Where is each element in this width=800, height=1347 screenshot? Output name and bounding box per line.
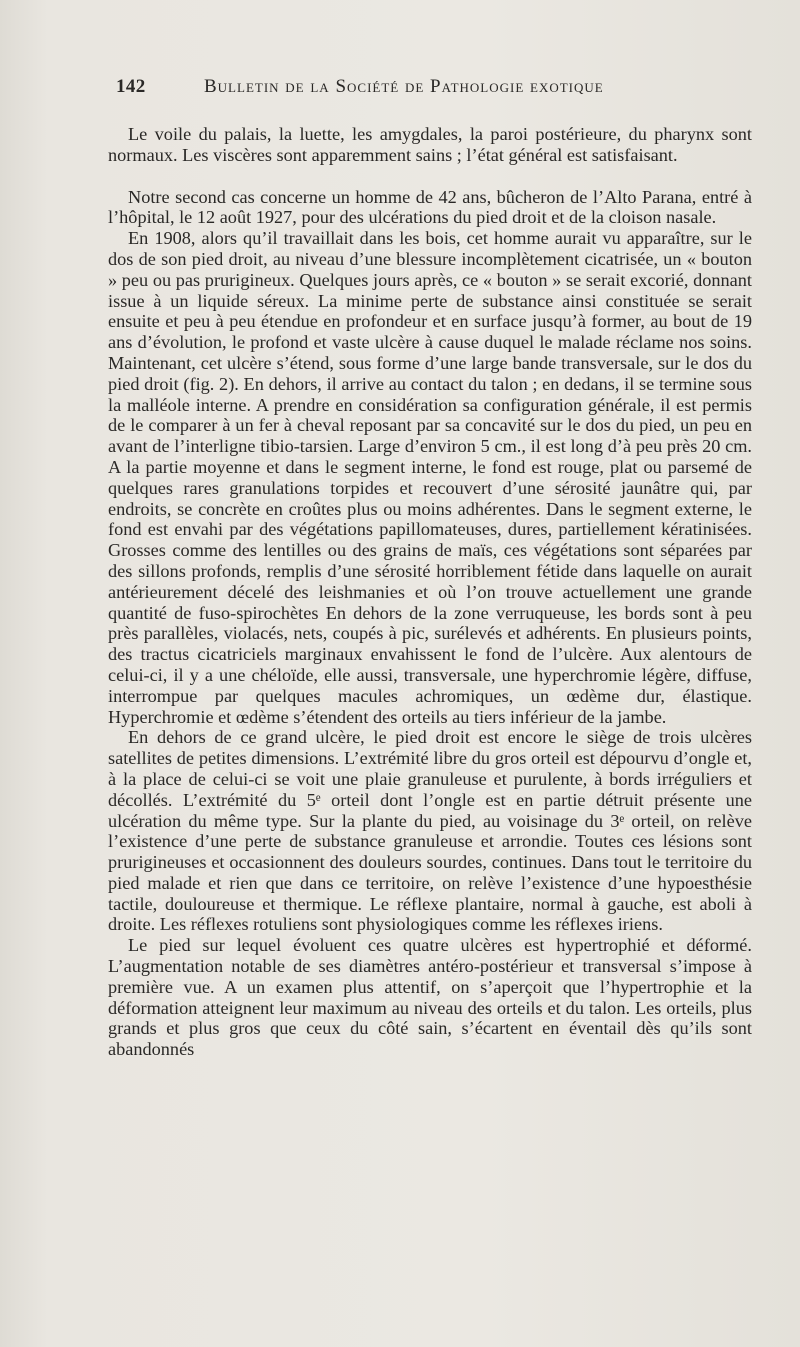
- paragraph: En dehors de ce grand ulcère, le pied droit est encore le siège de trois ulcères satellites de petites dimensions. L’extrémité libre du gros orteil est dépourvu d’ongle et, à la place de celui-ci se voit une plaie granuleuse et purulente, à bords irréguliers et décollés. L’extrémité du 5ᵉ orteil dont l’ongle est en partie détruit présente une ulcération du même type. Sur la plante du pied, au voisinage du 3ᵉ orteil, on relève l’existence d’une perte de substance granuleuse et arrondie. Toutes ces lésions sont prurigineuses et occasionnent des douleurs sourdes, continues. Dans tout le territoire du pied malade et rien que dans ce territoire, on relève l’existence d’une hypoesthésie tactile, douloureuse et thermique. Le réflexe plantaire, normal à gauche, est aboli à droite. Les réflexes rotuliens sont physiologiques comme les réflexes iriens.: [108, 727, 752, 935]
- journal-title: Bulletin de la Société de Pathologie exotique: [204, 76, 604, 97]
- paragraph: En 1908, alors qu’il travaillait dans les bois, cet homme aurait vu apparaître, sur le dos de son pied droit, au niveau d’une blessure incomplètement cicatrisée, un « bouton » peu ou pas prurigineux. Quelques jours après, ce « bouton » se serait excorié, donnant issue à un liquide séreux. La minime perte de substance ainsi constituée se serait ensuite et peu à peu étendue en profondeur et en surface jusqu’à former, au bout de 19 ans d’évolution, le profond et vaste ulcère à cause duquel le malade réclame nos soins. Maintenant, cet ulcère s’étend, sous forme d’une large bande transversale, sur le dos du pied droit (fig. 2). En dehors, il arrive au contact du talon ; en dedans, il se termine sous la malléole interne. A prendre en considération sa configuration générale, il est permis de le comparer à un fer à cheval reposant par sa concavité sur le dos du pied, un peu en avant de l’interligne tibio-tarsien. Large d’environ 5 cm., il est long d’à peu près 20 cm. A la partie moyenne et dans le segment interne, le fond est rouge, plat ou parsemé de quelques rares granulations torpides et recouvert d’une sérosité jaunâtre qui, par endroits, se concrète en croûtes plus ou moins adhérentes. Dans le segment externe, le fond est envahi par des végétations papillomateuses, dures, partiellement kératinisées. Grosses comme des lentilles ou des grains de maïs, ces végétations sont séparées par des sillons profonds, remplis d’une sérosité horriblement fétide dans laquelle on aurait antérieurement décelé des leishmanies et où l’on trouve actuellement une grande quantité de fuso-spirochètes En dehors de la zone verruqueuse, les bords sont à peu près parallèles, violacés, nets, coupés à pic, surélevés et adhérents. En plusieurs points, des tractus cicatriciels marginaux envahissent le fond de l’ulcère. Aux alentours de celui-ci, il y a une chéloïde, elle aussi, transversale, une hyperchromie légère, diffuse, interrompue par quelques macules achromiques, un œdème dur, élastique. Hyperchromie et œdème s’étendent des orteils au tiers inférieur de la jambe.: [108, 228, 752, 727]
- running-header: [116, 76, 766, 102]
- paragraph: Le pied sur lequel évoluent ces quatre ulcères est hypertrophié et déformé. L’augmentation notable de ses diamètres antéro-postérieur et transversal s’impose à première vue. A un examen plus attentif, on s’aperçoit que l’hypertrophie et la déformation atteignent leur maximum au niveau des orteils et du talon. Les orteils, plus grands et plus gros que ceux du côté sain, s’écartent en éventail dès qu’ils sont abandonnés: [108, 935, 752, 1060]
- paragraph: Le voile du palais, la luette, les amygdales, la paroi postérieure, du pharynx sont normaux. Les viscères sont apparemment sains ; l’état général est satisfaisant.: [108, 124, 752, 165]
- body-text: [108, 124, 752, 1060]
- page-number: 142: [116, 76, 146, 97]
- paragraph: Notre second cas concerne un homme de 42 ans, bûcheron de l’Alto Parana, entré à l’hôpital, le 12 août 1927, pour des ulcérations du pied droit et de la cloison nasale.: [108, 186, 752, 228]
